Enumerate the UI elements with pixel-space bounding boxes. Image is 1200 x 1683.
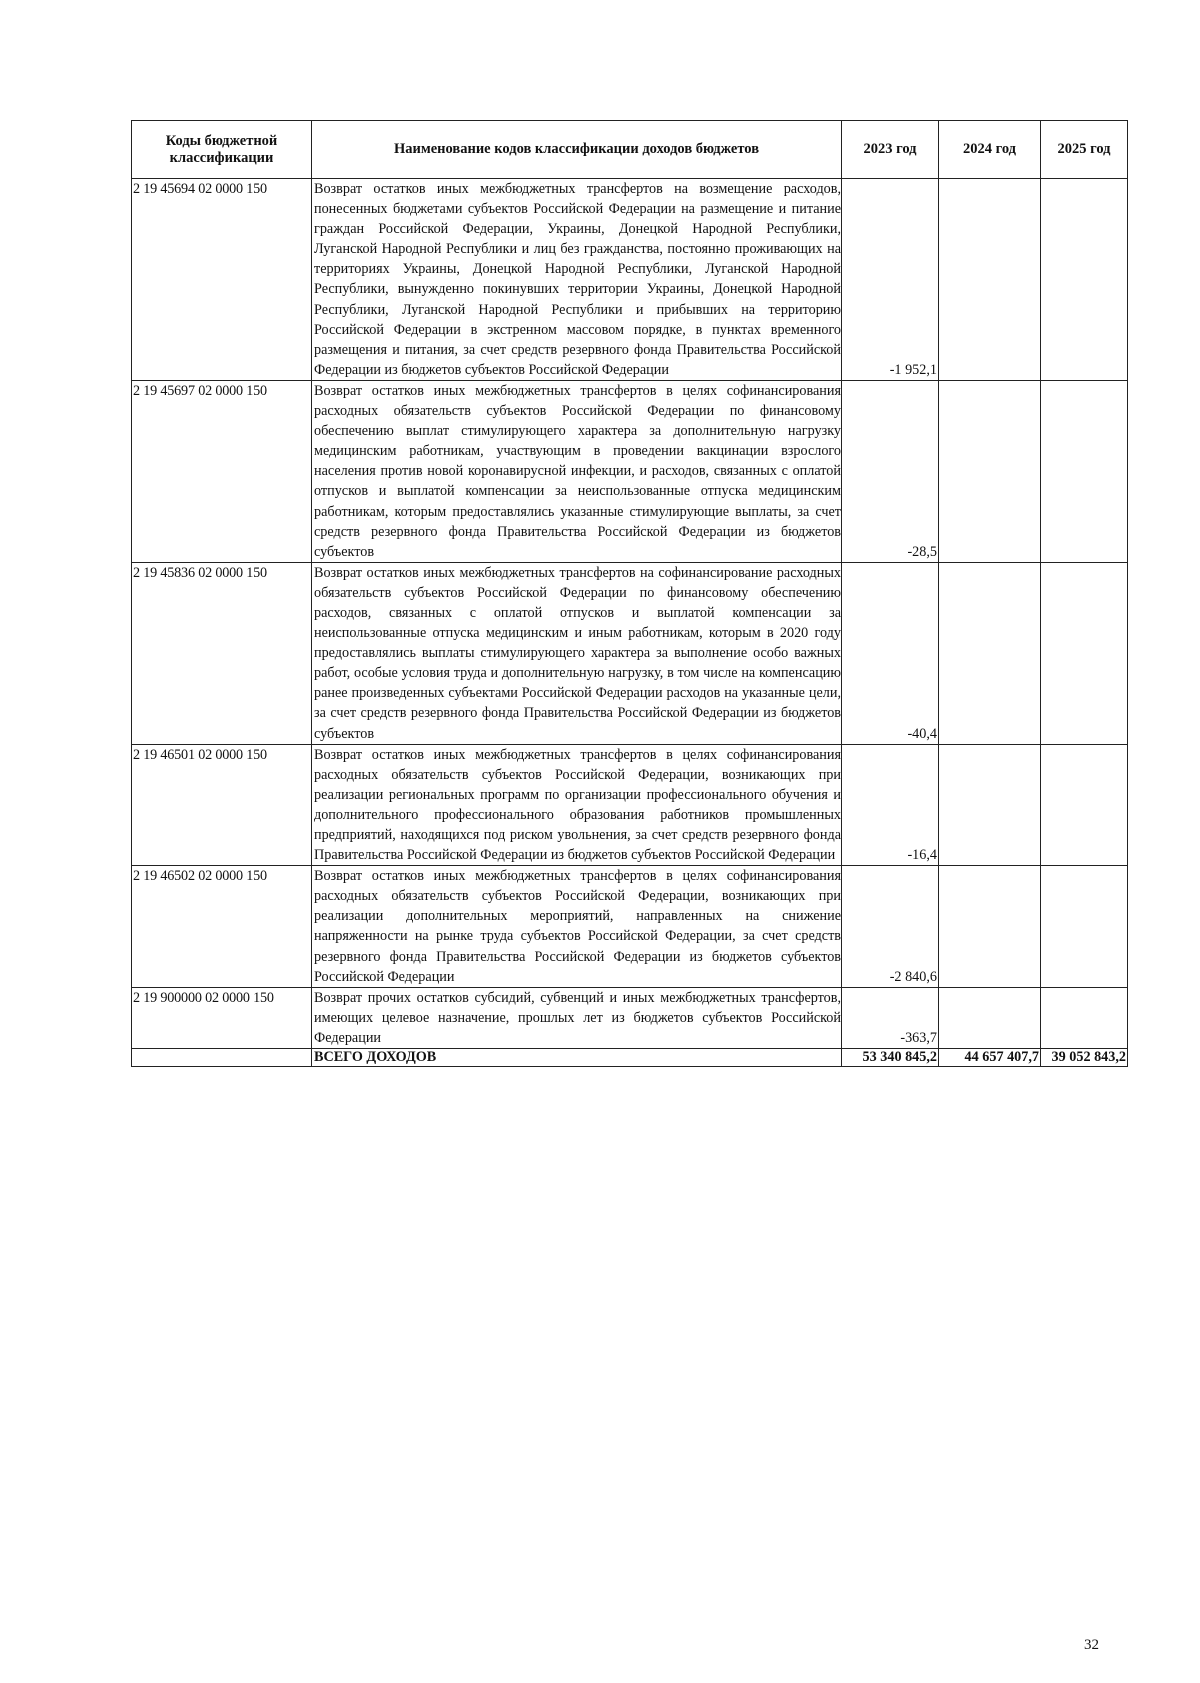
- row-value-2023: -28,5: [842, 380, 939, 562]
- row-value-2023: -16,4: [842, 744, 939, 866]
- header-2023: 2023 год: [842, 121, 939, 179]
- row-code: 2 19 46501 02 0000 150: [132, 744, 312, 866]
- header-2024: 2024 год: [939, 121, 1041, 179]
- row-code: 2 19 45836 02 0000 150: [132, 562, 312, 744]
- total-value-2025: 39 052 843,2: [1041, 1049, 1128, 1067]
- row-value-2024: [939, 987, 1041, 1048]
- table-header-row: [132, 121, 1128, 179]
- table-row: [132, 380, 1128, 562]
- row-code: 2 19 46502 02 0000 150: [132, 866, 312, 988]
- row-value-2023: -363,7: [842, 987, 939, 1048]
- row-name: Возврат прочих остатков субсидий, субвенций и иных межбюджетных трансфертов, имеющих целевое назначение, прошлых лет из бюджетов субъектов Российской Федерации: [312, 987, 842, 1048]
- row-value-2025: [1041, 562, 1128, 744]
- total-row: [132, 1049, 1128, 1067]
- row-name: Возврат остатков иных межбюджетных трансфертов в целях софинансирования расходных обязательств субъектов Российской Федерации, возникающих при реализации региональных программ по организации профессионального обучения и дополнительного профессионального образования работников промышленных предприятий, находящихся под риском увольнения, за счет средств резервного фонда Правительства Российской Федерации из бюджетов субъектов Российской Федерации: [312, 744, 842, 866]
- row-value-2024: [939, 744, 1041, 866]
- table-row: [132, 744, 1128, 866]
- row-value-2024: [939, 179, 1041, 381]
- row-code: 2 19 45694 02 0000 150: [132, 179, 312, 381]
- table-row: [132, 866, 1128, 988]
- row-code: 2 19 45697 02 0000 150: [132, 380, 312, 562]
- page-number: 32: [1084, 1637, 1099, 1653]
- row-value-2024: [939, 562, 1041, 744]
- budget-revenue-table: [131, 120, 1128, 1067]
- row-name: Возврат остатков иных межбюджетных трансфертов в целях софинансирования расходных обязательств субъектов Российской Федерации, возникающих при реализации дополнительных мероприятий, направленных на снижение напряженности на рынке труда субъектов Российской Федерации, за счет средств резервного фонда Правительства Российской Федерации из бюджетов субъектов Российской Федерации: [312, 866, 842, 988]
- row-value-2025: [1041, 380, 1128, 562]
- total-code: [132, 1049, 312, 1067]
- row-value-2024: [939, 380, 1041, 562]
- row-value-2023: -40,4: [842, 562, 939, 744]
- row-value-2023: -1 952,1: [842, 179, 939, 381]
- table-row: [132, 562, 1128, 744]
- row-value-2025: [1041, 987, 1128, 1048]
- total-value-2024: 44 657 407,7: [939, 1049, 1041, 1067]
- row-value-2025: [1041, 179, 1128, 381]
- header-code: Коды бюджетной классификации: [132, 121, 312, 179]
- table-row: [132, 987, 1128, 1048]
- row-value-2023: -2 840,6: [842, 866, 939, 988]
- row-name: Возврат остатков иных межбюджетных трансфертов в целях софинансирования расходных обязательств субъектов Российской Федерации по финансовому обеспечению выплат стимулирующего характера за дополнительную нагрузку медицинским работникам, участвующим в проведении вакцинации взрослого населения против новой коронавирусной инфекции, и расходов, связанных с оплатой отпусков и выплатой компенсации за неиспользованные отпуска медицинским работникам, которым предоставлялись указанные стимулирующие выплаты, за счет средств резервного фонда Правительства Российской Федерации из бюджетов субъектов: [312, 380, 842, 562]
- row-value-2025: [1041, 866, 1128, 988]
- row-value-2024: [939, 866, 1041, 988]
- header-2025: 2025 год: [1041, 121, 1128, 179]
- row-value-2025: [1041, 744, 1128, 866]
- row-name: Возврат остатков иных межбюджетных трансфертов на возмещение расходов, понесенных бюджетами субъектов Российской Федерации на размещение и питание граждан Российской Федерации, Украины, Донецкой Народной Республики, Луганской Народной Республики и лиц без гражданства, постоянно проживающих на территориях Украины, Донецкой Народной Республики, Луганской Народной Республики, вынужденно покинувших территории Украины, Донецкой Народной Республики, Луганской Народной Республики и прибывших на территорию Российской Федерации в экстренном массовом порядке, в пунктах временного размещения и питания, за счет средств резервного фонда Правительства Российской Федерации из бюджетов субъектов Российской Федерации: [312, 179, 842, 381]
- row-code: 2 19 900000 02 0000 150: [132, 987, 312, 1048]
- table-row: [132, 179, 1128, 381]
- total-value-2023: 53 340 845,2: [842, 1049, 939, 1067]
- total-label: ВСЕГО ДОХОДОВ: [312, 1049, 842, 1067]
- header-name: Наименование кодов классификации доходов бюджетов: [312, 121, 842, 179]
- row-name: Возврат остатков иных межбюджетных трансфертов на софинансирование расходных обязательств субъектов Российской Федерации по финансовому обеспечению расходов, связанных с оплатой отпусков и выплатой компенсации за неиспользованные отпуска медицинским и иным работникам, которым в 2020 году предоставлялись выплаты стимулирующего характера за выполнение особо важных работ, особые условия труда и дополнительную нагрузку, в том числе на компенсацию ранее произведенных субъектами Российской Федерации расходов на указанные цели, за счет средств резервного фонда Правительства Российской Федерации из бюджетов субъектов: [312, 562, 842, 744]
